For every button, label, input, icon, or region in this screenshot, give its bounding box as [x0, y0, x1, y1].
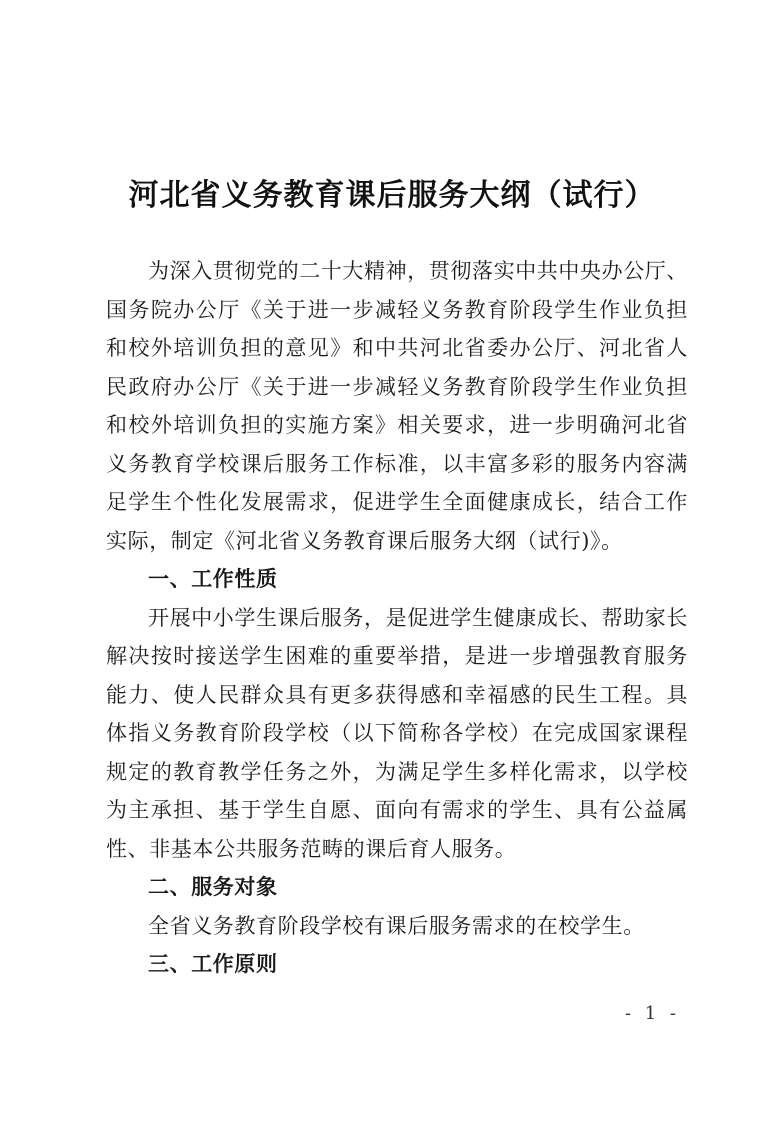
page-number: - 1 -	[624, 1003, 680, 1024]
section-heading-nature: 一、工作性质	[148, 567, 278, 591]
intro-paragraph: 为深入贯彻党的二十大精神，贯彻落实中共中央办公厅、国务院办公厅《关于进一步减轻义务教育阶段学生作业负担和校外培训负担的意见》和中共河北省委办公厅、河北省人民政府办公厅《关于进一步减轻义务教育阶段学生作业负担和校外培训负担的实施方案》相关要求，进一步明确河北省义务教育学校课后服务工作标准，以丰富多彩的服务内容满足学生个性化发展需求，促进学生全面健康成长，结合工作实际，制定《河北省义务教育课后服务大纲（试行)》。	[106, 259, 688, 553]
document-title: 河北省义务教育课后服务大纲（试行）	[128, 178, 656, 213]
section-text-target: 全省义务教育阶段学校有课后服务需求的在校学生。	[148, 913, 645, 938]
section-heading-principles: 三、工作原则	[148, 952, 278, 976]
document-body	[106, 252, 688, 984]
section-text-nature: 开展中小学生课后服务，是促进学生健康成长、帮助家长解决按时接送学生困难的重要举措，是进一步增强教育服务能力、使人民群众具有更多获得感和幸福感的民生工程。具体指义务教育阶段学校（以下简称各学校）在完成国家课程规定的教育教学任务之外，为满足学生多样化需求，以学校为主承担、基于学生自愿、面向有需求的学生、具有公益属性、非基本公共服务范畴的课后育人服务。	[106, 605, 688, 861]
section-heading-target: 二、服务对象	[148, 875, 278, 899]
